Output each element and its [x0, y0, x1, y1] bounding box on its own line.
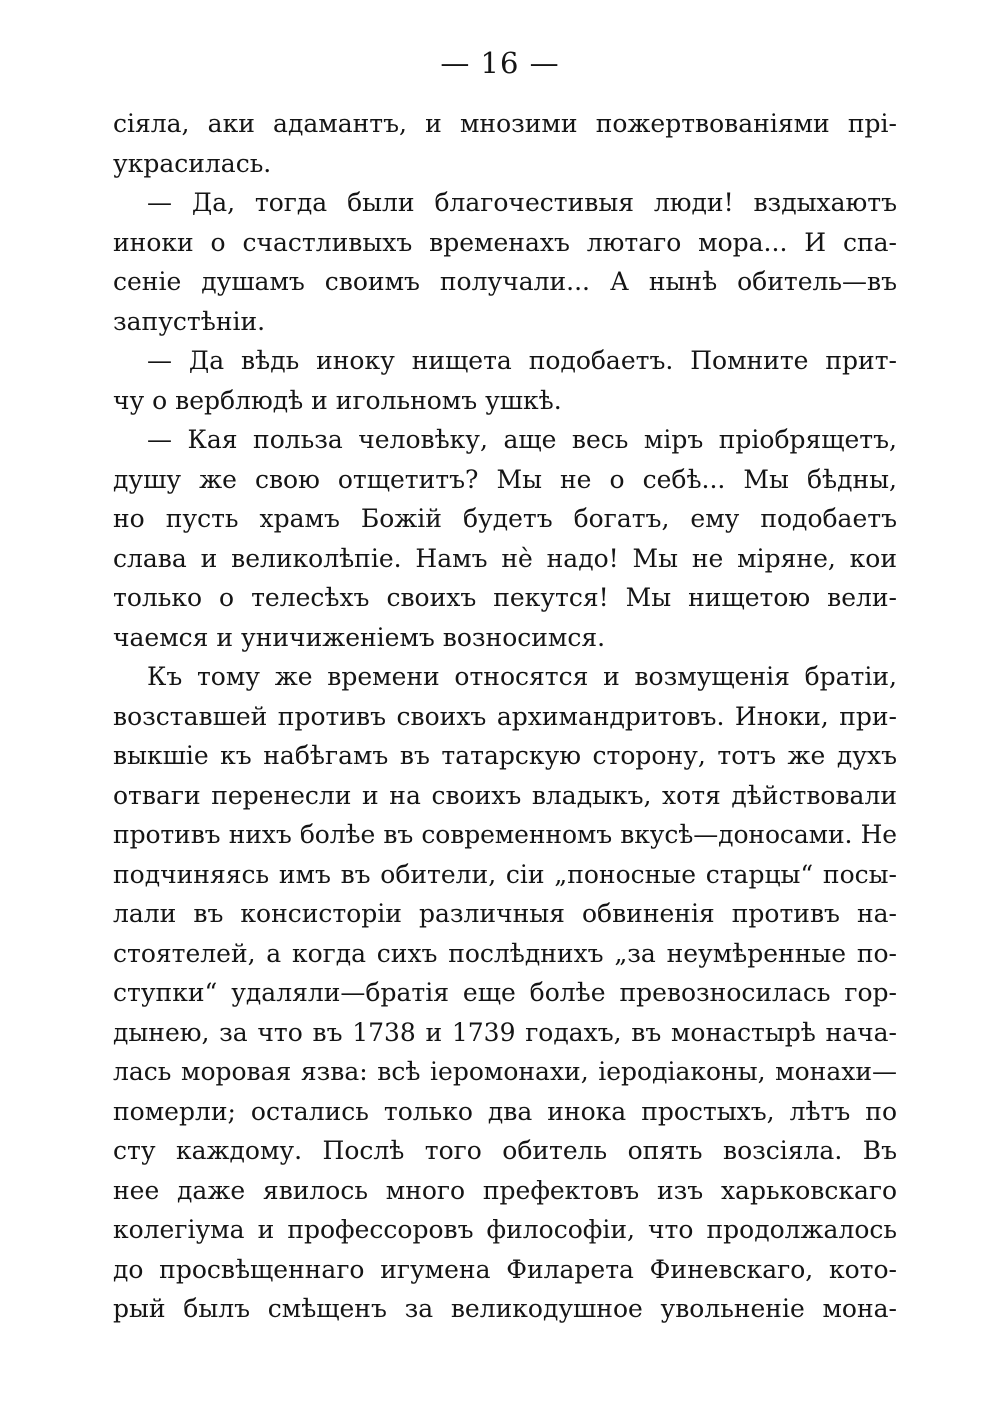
text-line: сеніе душамъ своимъ получали... А нынѣ обитель—въ [113, 267, 897, 296]
text-line: противъ нихъ болѣе въ современномъ вкусѣ—доносами. Не [113, 820, 897, 849]
text-line: Къ тому же времени относятся и возмущенія братіи, [147, 662, 897, 691]
text-line: лали въ консисторіи различныя обвиненія противъ на- [113, 899, 897, 928]
text-line: дынею, за что въ 1738 и 1739 годахъ, въ монастырѣ нача- [113, 1017, 897, 1047]
text-line: — Да, тогда были благочестивыя люди! вздыхаютъ [147, 188, 897, 217]
text-line: подчиняясь имъ въ обители, сіи „поносные старцы“ посы- [113, 859, 897, 889]
text-line: чаемся и уничиженіемъ возносимся. [113, 622, 606, 652]
text-line: — Кая польза человѣку, аще весь міръ пріобрящетъ, [147, 425, 897, 454]
text-line: сту каждому. Послѣ того обитель опять возсіяла. Въ [113, 1136, 897, 1165]
text-line: но пусть храмъ Божій будетъ богатъ, ему подобаетъ [113, 504, 897, 533]
text-line: запустѣніи. [113, 306, 266, 336]
text-line: выкшіе къ набѣгамъ въ татарскую сторону, тотъ же духъ [113, 741, 897, 770]
text-line: украсилась. [113, 148, 272, 178]
text-line: только о телесѣхъ своихъ пекутся! Мы нищетою вели- [113, 583, 897, 612]
text-line: возставшей противъ своихъ архимандритовъ. Иноки, при- [113, 701, 897, 731]
text-line: померли; остались только два инока простыхъ, лѣтъ по [113, 1096, 897, 1126]
text-line: до просвѣщеннаго игумена Филарета Финевскаго, кото- [113, 1254, 897, 1284]
text-line: слава и великолѣпіе. Намъ нѐ надо! Мы не міряне, кои [113, 543, 897, 573]
text-line: колегіума и профессоровъ философіи, что продолжалось [113, 1215, 897, 1244]
text-line: чу о верблюдѣ и игольномъ ушкѣ. [113, 385, 562, 415]
text-line: нее даже явилось много префектовъ изъ харьковскаго [113, 1175, 897, 1205]
text-line: иноки о счастливыхъ временахъ лютаго мора... И спа- [113, 227, 897, 257]
body-text [113, 104, 897, 1329]
text-line: стоятелей, а когда сихъ послѣднихъ „за неумѣренные по- [113, 938, 897, 968]
page-number: — 16 — [440, 46, 560, 80]
text-line: ступки“ удаляли—братія еще болѣе превозносилась гор- [113, 978, 897, 1007]
text-line: сіяла, аки адамантъ, и мнозими пожертвованіями прі- [113, 109, 897, 138]
text-line: — Да вѣдь иноку нищета подобаетъ. Помните прит- [147, 346, 897, 375]
text-line: душу же свою отщетитъ? Мы не о себѣ... Мы бѣдны, [113, 464, 897, 494]
text-line: лась моровая язва: всѣ іеромонахи, іеродіаконы, монахи— [113, 1057, 897, 1086]
text-line: рый былъ смѣщенъ за великодушное увольненіе мона- [113, 1294, 897, 1323]
text-line: отваги перенесли и на своихъ владыкъ, хотя дѣйствовали [113, 780, 897, 810]
